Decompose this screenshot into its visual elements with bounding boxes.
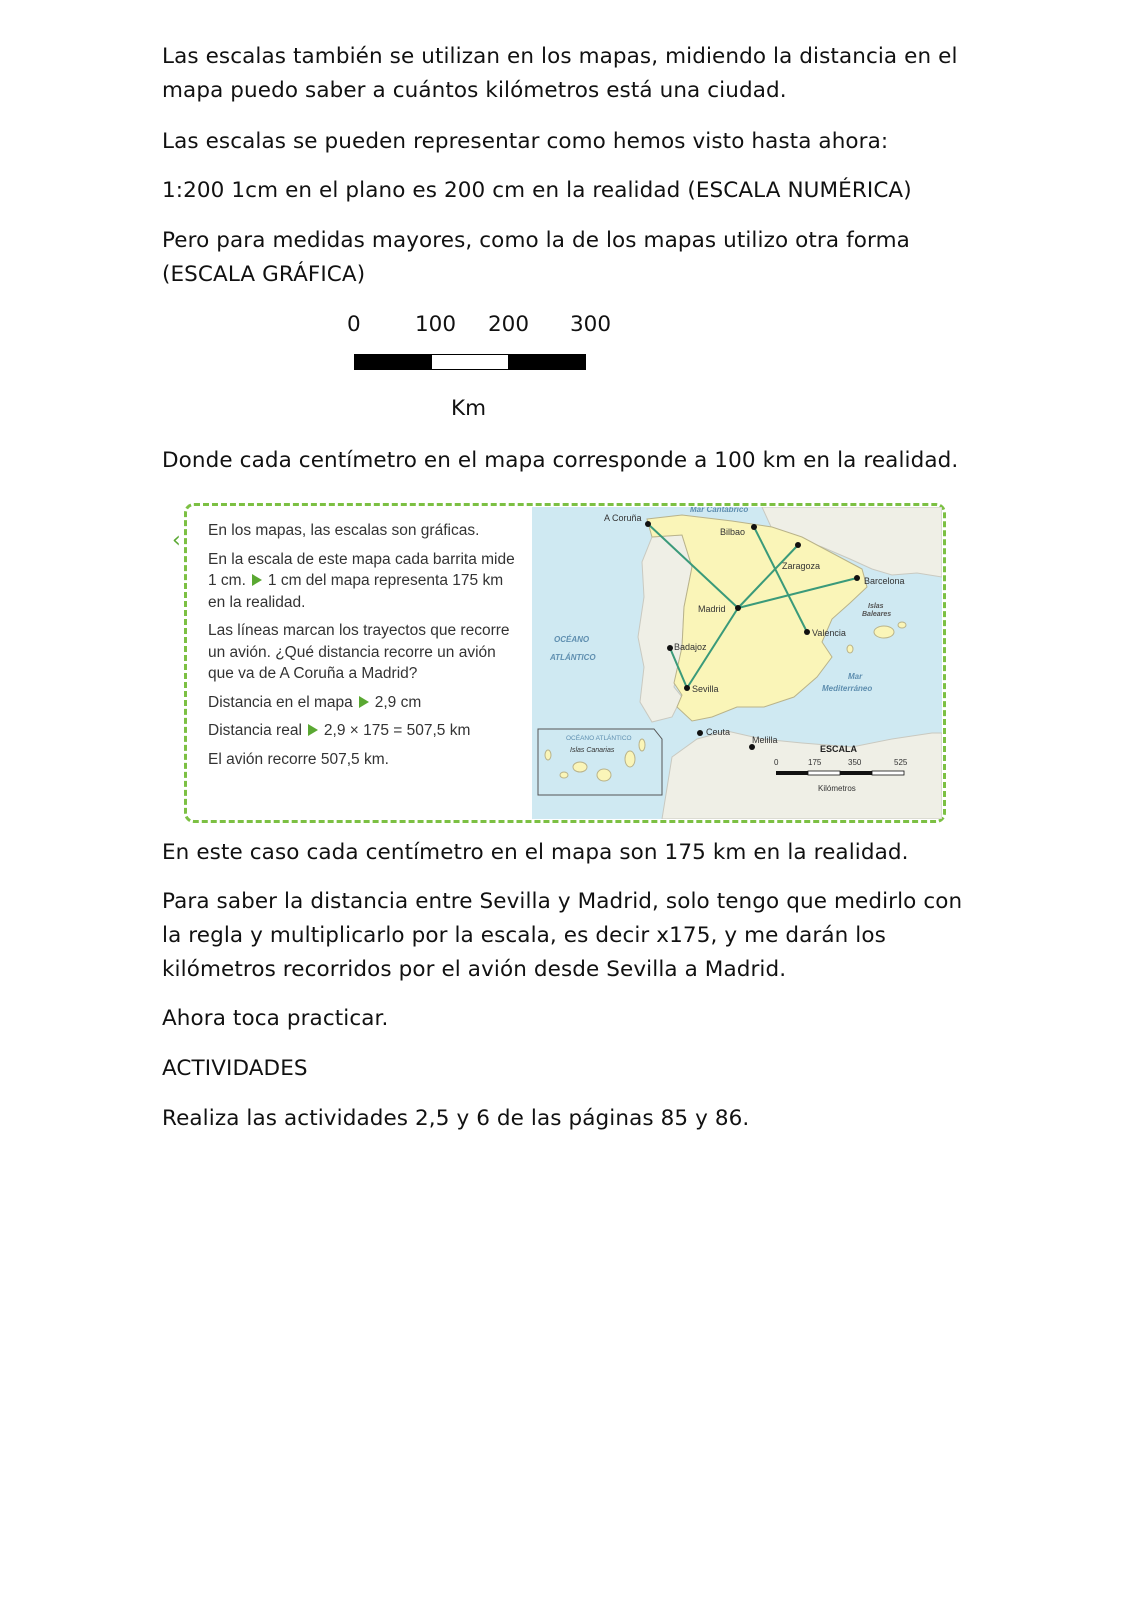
textbook-line: El avión recorre 507,5 km. [208, 750, 389, 768]
city-label: A Coruña [604, 513, 642, 523]
sea-label: ATLÁNTICO [550, 653, 596, 662]
islands-label: Islas [868, 603, 884, 610]
scale-segment [355, 355, 432, 369]
island-shape [639, 739, 645, 751]
city-dot [854, 575, 860, 581]
sea-label: OCÉANO [554, 635, 590, 644]
city-dot [684, 685, 690, 691]
scale-explanation-paragraph: Donde cada centímetro en el mapa corresponde a 100 km en la realidad. [162, 448, 959, 473]
sea-label: Mar Cantábrico [690, 507, 749, 514]
map-scale-segment [840, 771, 872, 775]
textbook-text-span: Distancia real [208, 722, 302, 739]
city-label: Barcelona [864, 576, 905, 586]
city-dot [667, 645, 673, 651]
scale-segment [432, 355, 509, 369]
city-dot [751, 524, 757, 530]
scale-unit: Km [451, 396, 487, 421]
scale-label-0: 0 [347, 312, 361, 337]
practice-paragraph: Ahora toca practicar. [162, 1006, 389, 1031]
textbook-line [208, 692, 518, 714]
spain-map [532, 507, 942, 819]
map-scale-tick: 525 [894, 758, 908, 767]
city-dot [804, 629, 810, 635]
inset-subtitle: Islas Canarias [570, 747, 615, 754]
map-scale-segment [776, 771, 808, 775]
scale-label-200: 200 [488, 312, 530, 337]
sea-label: Mediterráneo [822, 684, 873, 693]
city-dot [795, 542, 801, 548]
intro-paragraph: Las escalas también se utilizan en los mapas, midiendo la distancia en el mapa puedo saber a cuántos kilómetros está una ciudad. [162, 44, 958, 103]
map-scale-tick: 350 [848, 758, 862, 767]
textbook-line: En los mapas, las escalas son gráficas. [208, 522, 480, 539]
arrow-right-icon [359, 696, 369, 708]
textbook-text [208, 520, 518, 777]
scale-label-100: 100 [415, 312, 457, 337]
representation-paragraph: Las escalas se pueden representar como hemos visto hasta ahora: [162, 129, 889, 154]
textbook-text-span: 2,9 cm [374, 693, 422, 711]
city-label: Zaragoza [782, 561, 821, 571]
menorca-shape [898, 622, 906, 628]
city-dot [697, 730, 703, 736]
inset-title: OCÉANO ATLÁNTICO [566, 735, 632, 742]
city-label: Bilbao [720, 527, 746, 537]
arrow-right-icon [252, 574, 262, 586]
map-scale-segment [872, 771, 904, 775]
spain-map-svg [532, 507, 942, 819]
activities-heading: ACTIVIDADES [162, 1056, 308, 1081]
map-scale-tick: 0 [774, 758, 779, 767]
textbook-line: Las líneas marcan los trayectos que recorre un avión. ¿Qué distancia recorre un avión que va de A Coruña a Madrid? [208, 622, 510, 682]
sea-label: Mar [848, 672, 863, 681]
map-scale-unit: Kilómetros [818, 784, 856, 793]
city-dot [645, 521, 651, 527]
textbook-line [208, 720, 518, 742]
activities-paragraph: Realiza las actividades 2,5 y 6 de las páginas 85 y 86. [162, 1106, 750, 1131]
numeric-scale-paragraph: 1:200 1cm en el plano es 200 cm en la realidad (ESCALA NUMÉRICA) [162, 178, 912, 203]
scale-label-300: 300 [570, 312, 612, 337]
map-scale-segment [808, 771, 840, 775]
textbook-line [208, 549, 518, 614]
city-label: Melilla [752, 735, 778, 745]
island-shape [545, 750, 551, 760]
arrow-right-icon [308, 724, 318, 736]
graphic-scale-paragraph: Pero para medidas mayores, como la de los mapas utilizo otra forma (ESCALA GRÁFICA) [162, 228, 910, 287]
city-label: Ceuta [706, 727, 731, 737]
city-label: Madrid [698, 604, 726, 614]
mallorca-shape [874, 626, 894, 638]
textbook-text-span: En la escala de este mapa cada barrita mide 1 cm. [208, 550, 515, 589]
map-scale-title: ESCALA [820, 744, 858, 754]
island-shape [597, 769, 611, 781]
textbook-text-span: 2,9 × 175 = 507,5 km [323, 722, 471, 739]
city-label: Badajoz [674, 642, 707, 652]
textbook-text-span: Distancia en el mapa [208, 693, 353, 711]
island-shape [625, 751, 635, 767]
method-paragraph: Para saber la distancia entre Sevilla y Madrid, solo tengo que medirlo con la regla y multiplicarlo por la escala, es decir x175, y me darán los kilómetros recorridos por el avión desde Sevilla a Madrid. [162, 889, 963, 982]
textbook-text-span: 1 cm del mapa representa 175 km en la realidad. [208, 572, 504, 611]
city-dot [735, 605, 741, 611]
scale-segment [508, 355, 585, 369]
island-shape [573, 762, 587, 772]
map-scale-tick: 175 [808, 758, 822, 767]
islands-label: Baleares [862, 611, 892, 618]
map-scale-bar [776, 771, 904, 775]
ibiza-shape [847, 645, 853, 653]
city-label: Sevilla [692, 684, 719, 694]
island-shape [560, 772, 568, 778]
scale-bar [354, 354, 586, 370]
city-label: Valencia [812, 628, 846, 638]
chevron-left-icon: ‹ [172, 528, 181, 553]
case-paragraph: En este caso cada centímetro en el mapa son 175 km en la realidad. [162, 840, 909, 865]
